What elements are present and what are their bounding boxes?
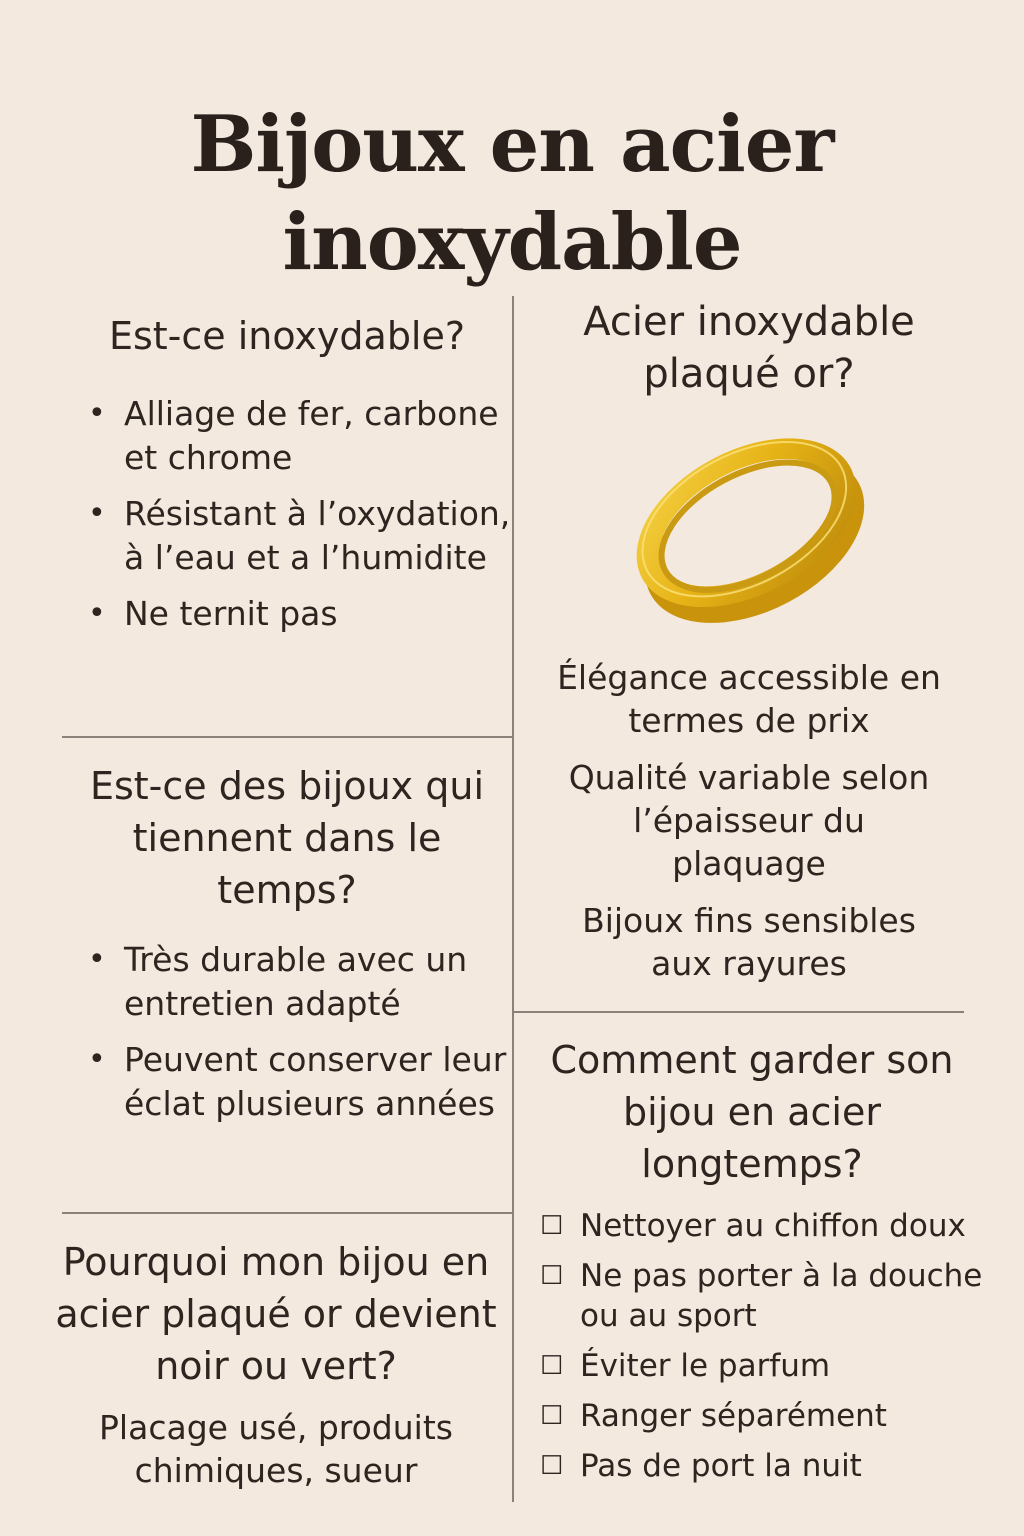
list-item: • Alliage de fer, carbone et chrome [62,392,512,480]
checklist-label: Éviter le parfum [580,1348,831,1384]
checklist-item [540,1256,984,1336]
divider-left-2 [62,1212,512,1214]
divider-right-1 [514,1011,964,1013]
section-noircissement [40,1236,512,1506]
section-text: Placage usé, produits chimiques, sueur [99,1408,453,1490]
section-inoxydable [62,310,512,648]
checkbox-icon: ☐ [540,1401,564,1431]
list-item: • Très durable avec un entretien adapté [62,938,512,1026]
list-item: • Peuvent conserver leur éclat plusieurs années [62,1038,512,1126]
section-plaque-or [514,296,984,999]
section-heading: Est-ce inoxydable? [108,314,466,358]
section-heading: Acier inoxydable plaqué or? [583,299,915,397]
list-item: • Ne ternit pas [62,592,512,636]
checklist-item [540,1346,984,1386]
checklist-label: Nettoyer au chiffon doux [580,1208,966,1244]
section-entretien [520,1034,984,1496]
section-heading: Comment garder son bijou en acier longtemps? [550,1038,954,1186]
gold-ring-icon [514,418,984,638]
checklist-item [540,1396,984,1436]
divider-left-1 [62,736,512,738]
checklist-label: Pas de port la nuit [580,1448,862,1484]
section-heading: Est-ce des bijoux qui tiennent dans le temps? [89,764,485,912]
plaque-point: Bijoux fins sensibles aux rayures [582,901,916,983]
checklist-label: Ne pas porter à la douche ou au sport [580,1258,983,1334]
checkbox-icon: ☐ [540,1211,564,1241]
checkbox-icon: ☐ [540,1351,564,1381]
checklist-item [540,1206,984,1246]
checkbox-icon: ☐ [540,1451,564,1481]
checklist-label: Ranger séparément [580,1398,887,1434]
bullet-list [62,392,512,636]
section-heading: Pourquoi mon bijou en acier plaqué or devient noir ou vert? [55,1240,497,1388]
checklist [520,1206,984,1486]
list-item: • Résistant à l’oxydation, à l’eau et a l’humidite [62,492,512,580]
page-title: Bijoux en acier inoxydable [190,99,834,289]
plaque-point: Qualité variable selon l’épaisseur du plaquage [568,758,930,883]
checklist-item [540,1446,984,1486]
bullet-list [62,938,512,1126]
plaque-point: Élégance accessible en termes de prix [557,658,941,740]
checkbox-icon: ☐ [540,1261,564,1291]
section-durable [62,760,512,1138]
